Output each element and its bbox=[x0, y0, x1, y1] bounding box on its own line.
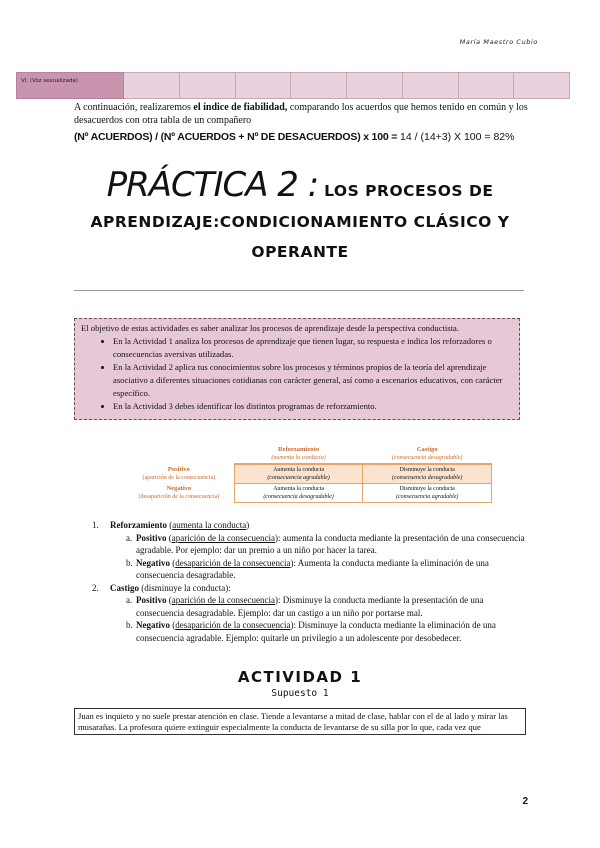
col-header-punishment: Castigo (consecuencia desagradable) bbox=[363, 445, 492, 464]
list-item: • En la Actividad 2 aplica tus conocimientos sobre los procesos y términos propios de la teoría del aprendizaje asociativo a diferentes situaciones cotidianas con carácter general, así como a escenarios educativos, con carácter específico. bbox=[113, 361, 513, 400]
grid-cell bbox=[124, 72, 180, 99]
objective-intro: El objetivo de estas actividades es saber analizar los procesos de aprendizaje desde la perspectiva conductista. bbox=[81, 323, 459, 333]
case-box bbox=[74, 708, 526, 735]
title-line2: APRENDIZAJE:CONDICIONAMIENTO CLÁSICO Y bbox=[90, 213, 510, 231]
observation-grid-row bbox=[16, 72, 570, 99]
reinforcement-table bbox=[124, 445, 492, 503]
col-header-reinforcement: Reforzamiento (aumenta la conducta) bbox=[234, 445, 363, 464]
table-row: Negativo (desaparición de la consecuencia) Aumenta la conducta (consecuencia desagradable) Disminuye la conducta (consecuencia agradable) bbox=[124, 484, 492, 503]
definitions-list bbox=[92, 519, 532, 644]
list-item: • En la Actividad 1 analiza los procesos de aprendizaje que tienen lugar, su respuesta e indica los reforzadores o consecuencias aversivas utilizadas. bbox=[113, 335, 513, 361]
list-item: b. Negativo (desaparición de la consecuencia): Aumenta la conducta mediante la eliminación de una consecuencia desagradable. bbox=[126, 557, 489, 580]
formula-value: 14 / (14+3) X 100 = 82% bbox=[397, 131, 515, 143]
list-item: a. Positivo (aparición de la consecuencia): aumenta la conducta mediante la presentación de una consecuencia agradable. Por ejemplo: dar un premio a un niño por hacer la tarea. bbox=[126, 532, 525, 555]
grid-first-cell: VI. (Voz sexualizada) bbox=[16, 72, 124, 99]
title-big: PRÁCTICA 2 : bbox=[106, 165, 319, 205]
activity-subtitle: Supuesto 1 bbox=[271, 688, 329, 699]
grid-cell bbox=[514, 72, 570, 99]
grid-cell bbox=[180, 72, 236, 99]
objective-box bbox=[74, 318, 520, 420]
list-item: • En la Actividad 3 debes identificar los distintos programas de reforzamiento. bbox=[113, 400, 513, 413]
list-item: 1. Reforzamiento (aumenta la conducta) bbox=[92, 520, 250, 530]
reliability-formula: (Nº ACUERDOS) / (Nº ACUERDOS + Nº DE DESACUERDOS) x 100 = 14 / (14+3) X 100 = 82% bbox=[74, 131, 515, 143]
author-name: María Maestro Cubio bbox=[459, 38, 538, 46]
objective-list bbox=[81, 335, 513, 413]
grid-cell bbox=[236, 72, 292, 99]
practice-title: PRÁCTICA 2 : LOS PROCESOS DE APRENDIZAJE:CONDICIONAMIENTO CLÁSICO Y OPERANTE bbox=[40, 170, 560, 267]
divider bbox=[74, 290, 524, 291]
table-row: Positivo (aparición de la consecuencia) Aumenta la conducta (consecuencia agradable) Disminuye la conducta (consecuencia desagradable) bbox=[124, 464, 492, 484]
activity-title: ACTIVIDAD 1 bbox=[237, 668, 363, 686]
case-text: Juan es inquieto y no suele prestar atención en clase. Tiende a levantarse a mitad de clase, hablar con el de al lado y mirar las musarañas. La profesora quiere extinguir especialmente la conducta de levantarse de su silla por lo que, cada vez que bbox=[78, 711, 508, 732]
title-line3: OPERANTE bbox=[251, 243, 349, 261]
intro-bold: el índice de fiabilidad, bbox=[193, 102, 288, 113]
grid-cell bbox=[403, 72, 459, 99]
page-number: 2 bbox=[522, 796, 528, 807]
grid-cell bbox=[347, 72, 403, 99]
list-item: b. Negativo (desaparición de la consecuencia): Disminuye la conducta mediante la eliminación de una consecuencia agradable. Ejemplo: quitarle un privilegio a un adolescente por desobedecer. bbox=[126, 620, 496, 643]
grid-cell bbox=[291, 72, 347, 99]
reliability-intro: A continuación, realizaremos el índice de fiabilidad, comparando los acuerdos que hemos tenido en común y los desacuerdos con otra tabla de un compañero bbox=[74, 102, 528, 126]
list-item: a. Positivo (aparición de la consecuencia): Disminuye la conducta mediante la presentación de una consecuencia desagradable. Ejemplo: dar un castigo a un niño por portarse mal. bbox=[126, 595, 484, 618]
list-item: 2. Castigo (disminuye la conducta): bbox=[92, 582, 231, 593]
grid-cell bbox=[459, 72, 515, 99]
